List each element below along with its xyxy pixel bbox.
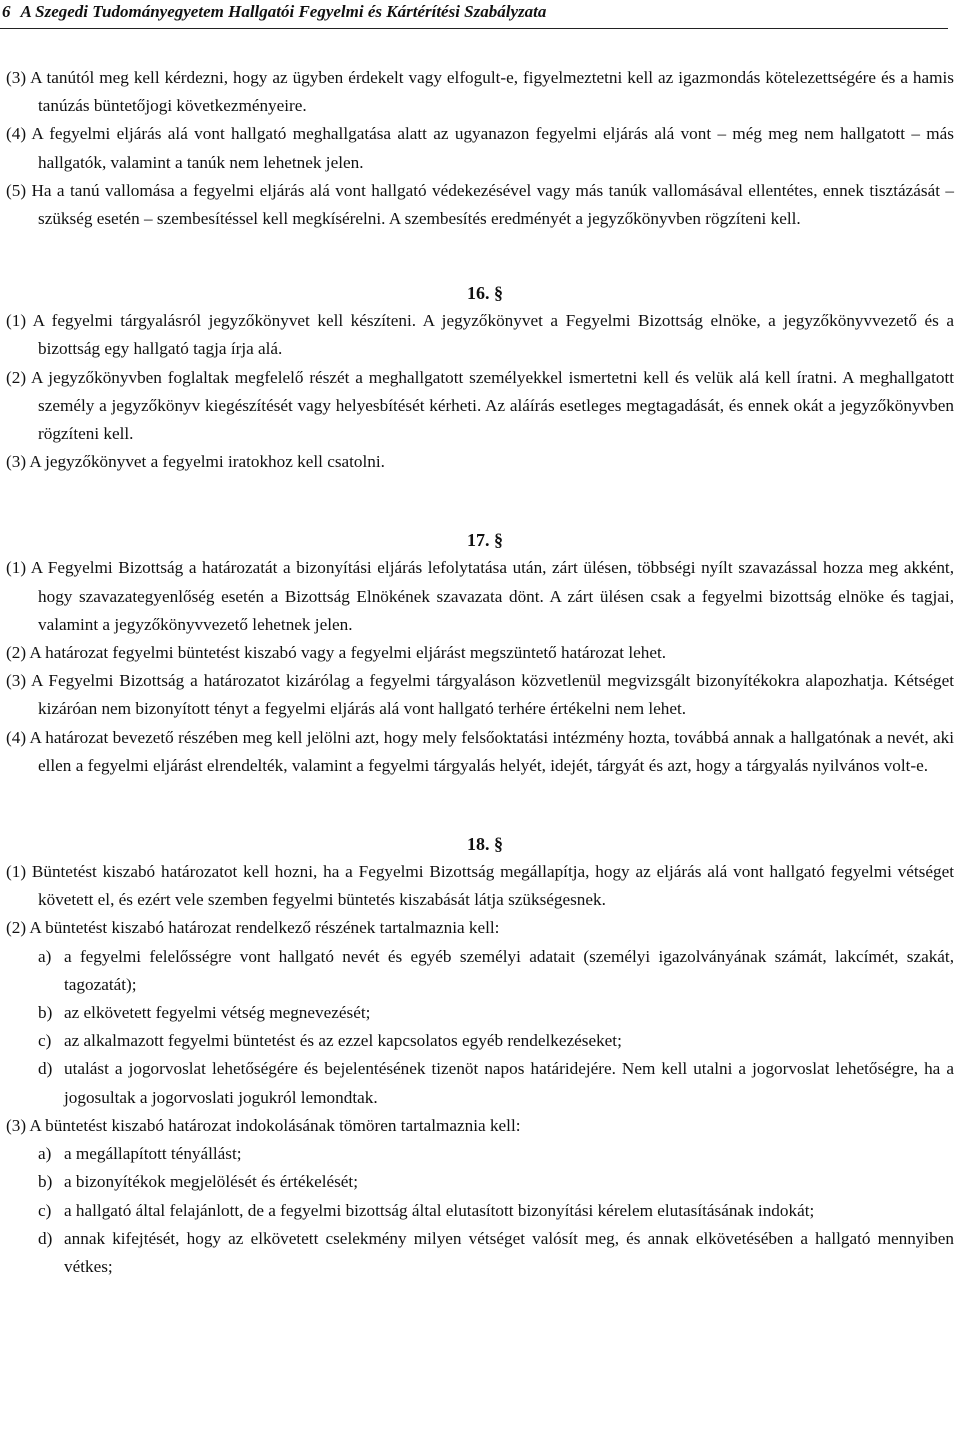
paragraph: (2) A jegyzőkönyvben foglaltak megfelelő részét a meghallgatott személyekkel ismertetni kell és velük alá kell íratni. A meghallgatott személy a jegyzőkönyv kiegészítését vagy helyesbítését kérheti. Az aláírás esetleges megtagadását, és ennek okát a jegyzőkönyvben rögzíteni kell. <box>6 367 954 444</box>
list-item: b) a bizonyítékok megjelölését és értékelését; <box>38 1172 358 1192</box>
document-body <box>6 64 954 1281</box>
list-item: a) a fegyelmi felelősségre vont hallgató nevét és egyéb személyi adatait (személyi igazolványának számát, lakcímét, szakát, tagozatát); <box>38 946 954 994</box>
paragraph: (1) A Fegyelmi Bizottság a határozatát a bizonyítási eljárás lefolytatása után, zárt ülésen, többségi nyílt szavazással hozza meg akként, hogy szavazategyenlőség esetén a Bizottság Elnökének szavazata dönt. A zárt ülésen csak a fegyelmi bizottság elnöke és tagjai, valamint a jegyzőkönyvvezető lehetnek jelen. <box>6 558 954 634</box>
list-item: c) az alkalmazott fegyelmi büntetést és az ezzel kapcsolatos egyéb rendelkezéseket; <box>38 1031 622 1051</box>
list-item: c) a hallgató által felajánlott, de a fegyelmi bizottság által elutasított bizonyítási kérelem elutasításának indokát; <box>38 1200 815 1220</box>
paragraph: (1) A fegyelmi tárgyalásról jegyzőkönyvet kell készíteni. A jegyzőkönyvet a Fegyelmi Bizottság elnöke, a jegyzőkönyvvezető és a bizottság egy hallgató tagja írja alá. <box>6 311 954 359</box>
paragraph: (3) A büntetést kiszabó határozat indokolásának tömören tartalmaznia kell: <box>6 1115 521 1135</box>
section-heading-18: 18. § <box>467 834 503 855</box>
section-heading-16: 16. § <box>467 283 503 304</box>
list-item: b) az elkövetett fegyelmi vétség megnevezését; <box>38 1003 371 1023</box>
paragraph: (3) A tanútól meg kell kérdezni, hogy az ügyben érdekelt vagy elfogult-e, figyelmeztetni kell az igazmondás kötelezettségére és a hamis tanúzás büntetőjogi következményeire. <box>6 68 954 116</box>
document-title: A Szegedi Tudományegyetem Hallgatói Fegyelmi és Kártérítési Szabályzata <box>20 2 547 21</box>
paragraph: (2) A határozat fegyelmi büntetést kiszabó vagy a fegyelmi eljárást megszüntető határozat lehet. <box>6 643 667 663</box>
section-heading-17: 17. § <box>467 530 503 551</box>
list-item: d) utalást a jogorvoslat lehetőségére és bejelentésének tizenöt napos határidejére. Nem kell utalni a jogorvoslat lehetőségre, ha a jogosultak a jogorvoslati jogukról lemondtak. <box>38 1059 954 1107</box>
paragraph: (5) Ha a tanú vallomása a fegyelmi eljárás alá vont hallgató védekezésével vagy más tanúk vallomásával ellentétes, ennek tisztázását – szükség esetén – szembesítéssel kell megkísérelni. A szembesítés eredményét a jegyzőkönyvben rögzíteni kell. <box>6 180 954 229</box>
list-item: a) a megállapított tényállást; <box>38 1144 242 1164</box>
paragraph: (4) A határozat bevezető részében meg kell jelölni azt, hogy mely felsőoktatási intézmény hozta, továbbá annak a hallgatónak a nevét, aki ellen a fegyelmi eljárást elrendelték, valamint a fegyelmi tárgyalás helyét, idejét, tárgyát és azt, hogy a tárgyalás nyilvános volt-e. <box>6 727 954 775</box>
list-item: d) annak kifejtését, hogy az elkövetett cselekmény milyen vétséget valósít meg, és annak elkövetésében a hallgató mennyiben vétkes; <box>38 1228 954 1276</box>
paragraph: (1) Büntetést kiszabó határozatot kell hozni, ha a Fegyelmi Bizottság megállapítja, hogy az eljárás alá vont hallgató fegyelmi vétséget követett el, és ezért vele szemben fegyelmi büntetés kiszabását látja szükségesnek. <box>6 862 954 910</box>
paragraph: (2) A büntetést kiszabó határozat rendelkező részének tartalmaznia kell: <box>6 918 500 938</box>
paragraph: (4) A fegyelmi eljárás alá vont hallgató meghallgatása alatt az ugyanazon fegyelmi eljárás alá vont – még meg nem hallgatott – más hallgatók, valamint a tanúk nem lehetnek jelen. <box>6 124 954 172</box>
page-header <box>0 0 948 29</box>
paragraph: (3) A Fegyelmi Bizottság a határozatot kizárólag a fegyelmi tárgyaláson közvetlenül megvizsgált bizonyítékokra alapozhatja. Kétséget kizáróan nem bizonyított tényt a fegyelmi eljárás alá vont hallgató terhére értékelni nem lehet. <box>6 671 954 719</box>
paragraph: (3) A jegyzőkönyvet a fegyelmi iratokhoz kell csatolni. <box>6 452 385 472</box>
page-number: 6 <box>2 2 11 21</box>
